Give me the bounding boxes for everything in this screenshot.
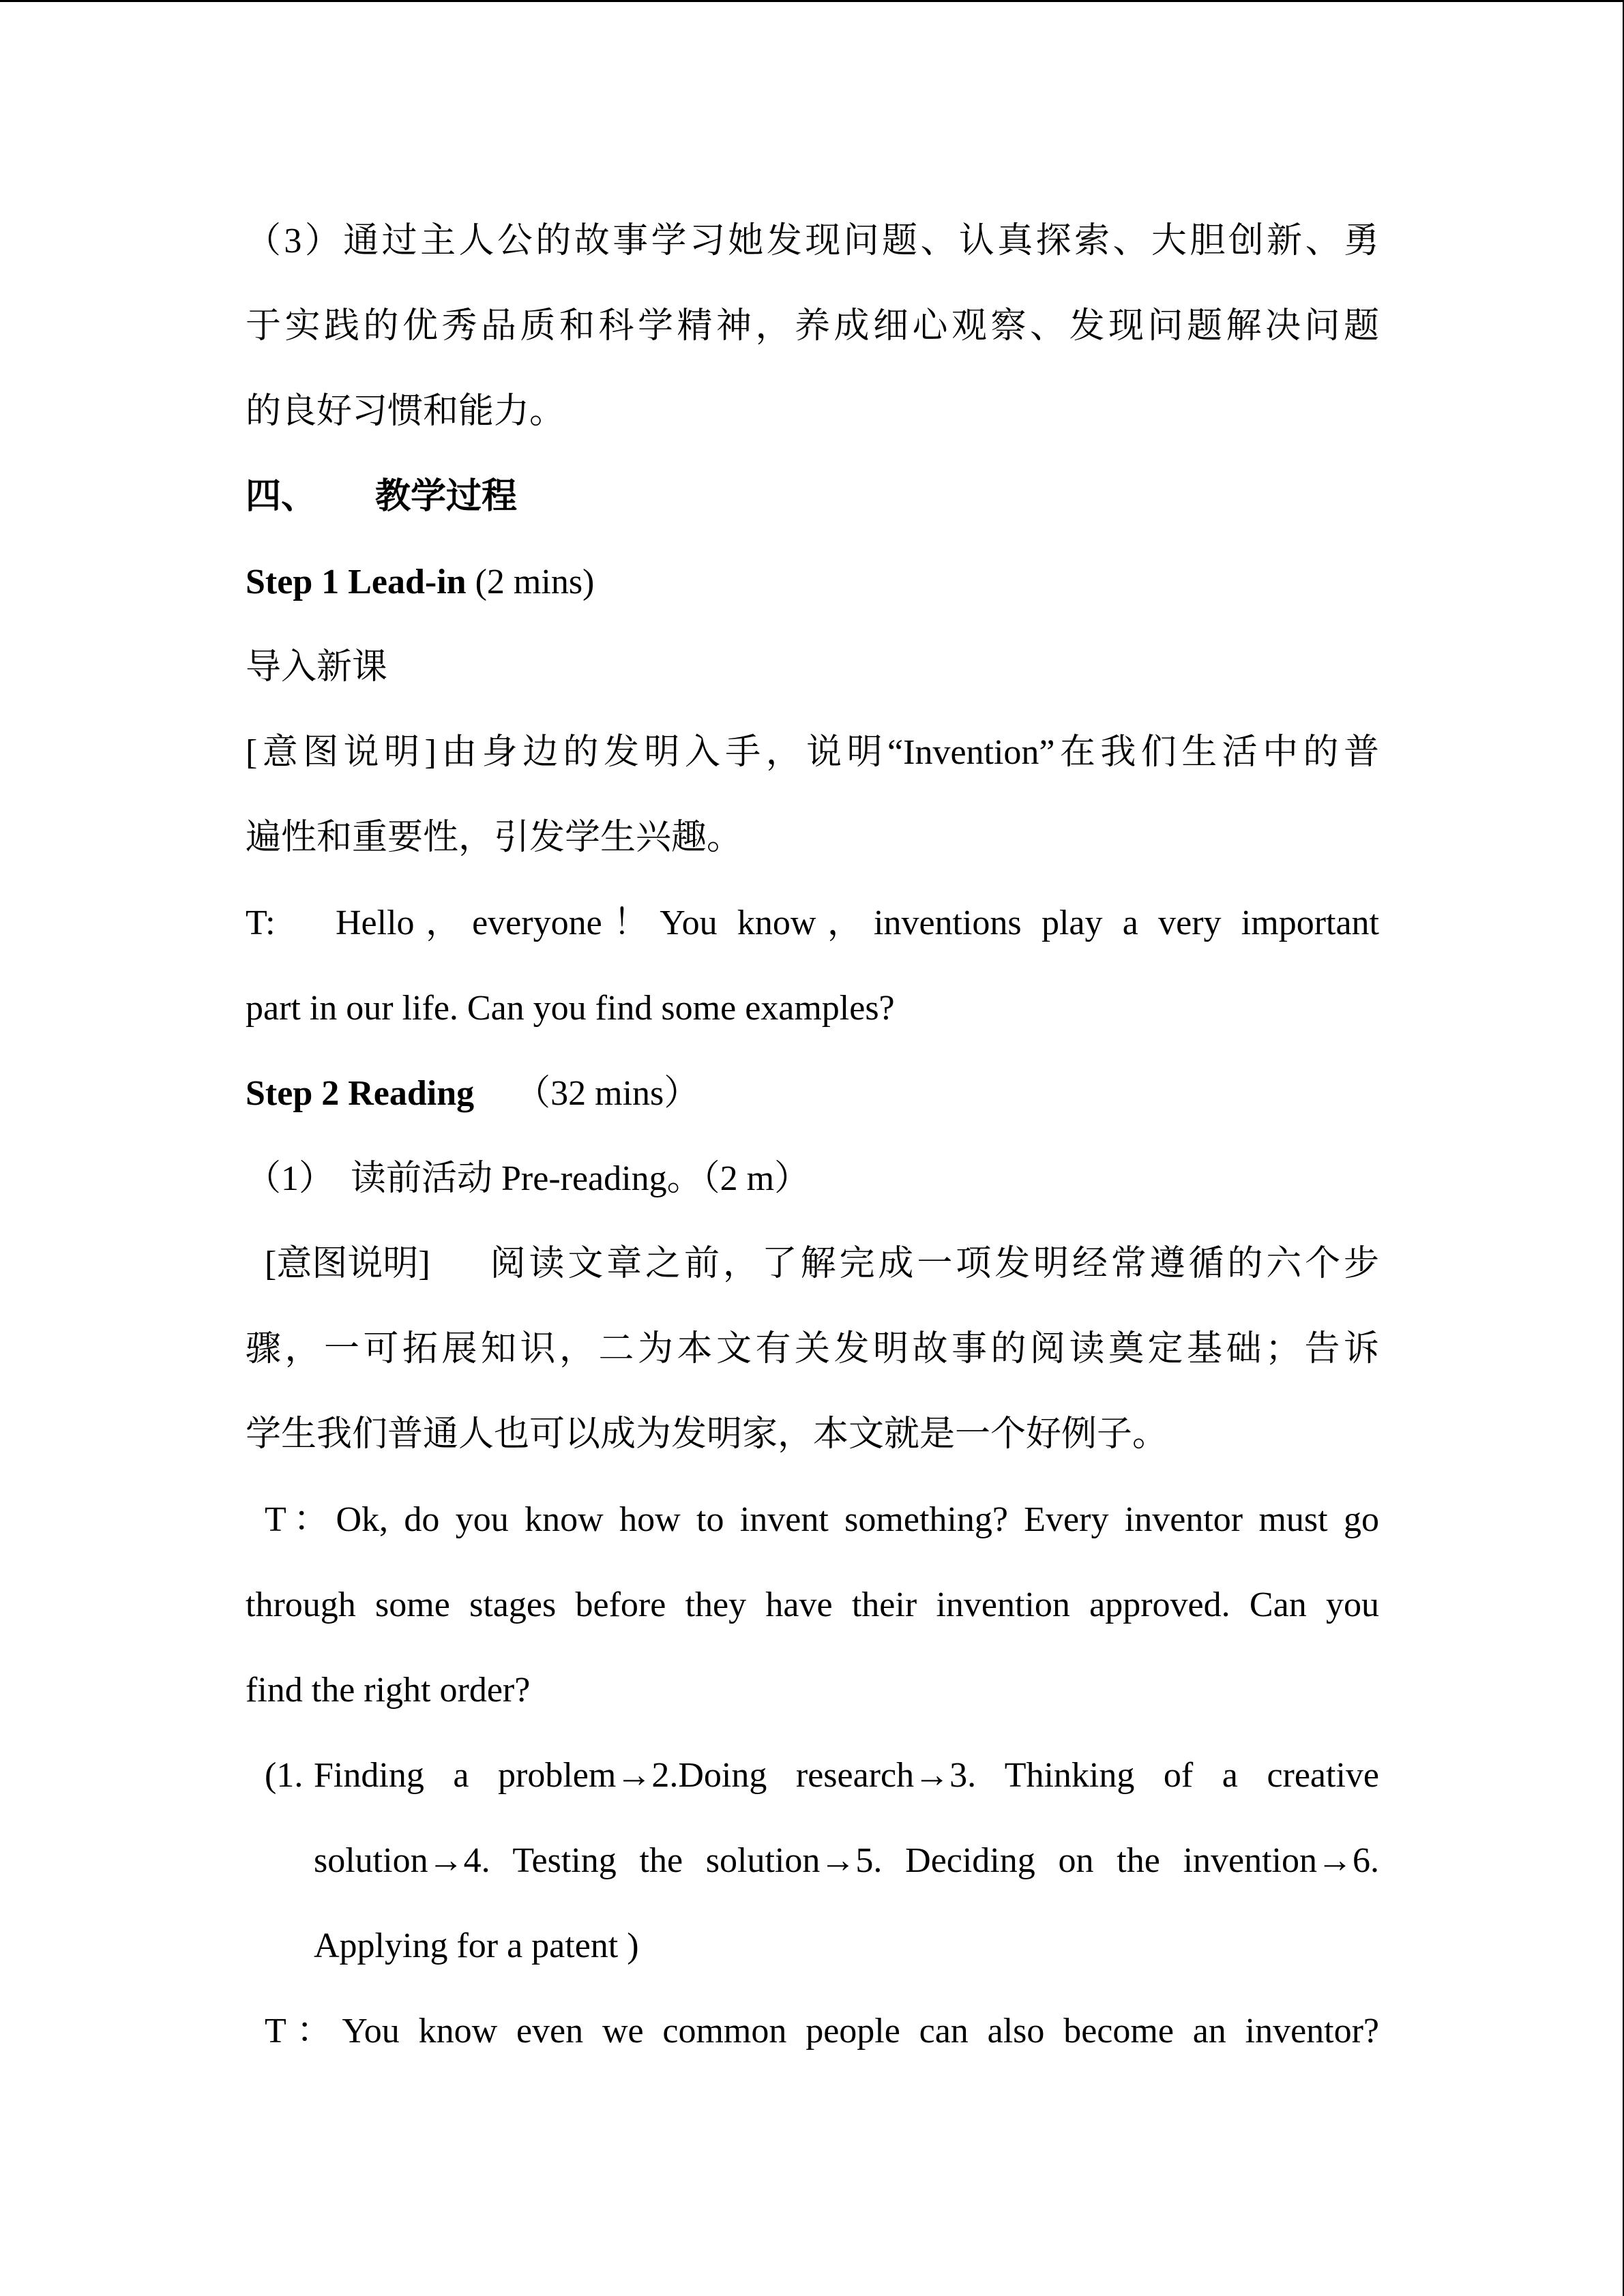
step-2-intent-line-3: 学生我们普通人也可以成为发明家，本文就是一个好例子。 — [246, 1415, 1168, 1454]
teacher-label: T: — [246, 904, 276, 942]
step-2-time: （32 mins） — [515, 1074, 700, 1113]
step-2-teacher-line-1: T：Ok, do you know how to invent something? Every inventor must go — [265, 1500, 1379, 1539]
objective-3-line-1: （3）通过主人公的故事学习她发现问题、认真探索、大胆创新、勇 — [246, 222, 1379, 260]
step-2-intent-line-1 — [246, 1221, 1379, 1307]
order-line-3: Applying for a patent ) — [314, 1926, 639, 1965]
step-1-teacher-line-1 — [246, 880, 1379, 966]
step-2-title: Step 2 Reading — [246, 1074, 475, 1113]
order-line-1 — [246, 1733, 1379, 1818]
section-4-heading — [246, 454, 1379, 539]
step-2-intent-line-2: 骤，一可拓展知识，二为本文有关发明故事的阅读奠定基础；告诉 — [246, 1330, 1379, 1369]
step-1-teacher-line-2: part in our life. Can you find some examples? — [246, 989, 895, 1028]
intent-text: 阅读文章之前，了解完成一项发明经常遵循的六个步 — [490, 1244, 1379, 1283]
step-1-intent-line-2: 遍性和重要性，引发学生兴趣。 — [246, 818, 743, 857]
order-prefix: (1. — [265, 1756, 304, 1795]
order-text-1: Finding a problem→2.Doing research→3. Thinking of a creative — [314, 1756, 1379, 1795]
step-2-sub-1-text: 读前活动 Pre-reading。（2 m） — [351, 1159, 810, 1198]
intent-label: [意图说明] — [265, 1244, 430, 1283]
step-1-subtitle: 导入新课 — [246, 648, 388, 687]
step-2-teacher-line-3: find the right order? — [246, 1671, 531, 1710]
objective-3-line-2: 于实践的优秀品质和科学精神，养成细心观察、发现问题解决问题 — [246, 307, 1379, 346]
step-2-sub-1 — [246, 1136, 1379, 1221]
document-body — [246, 198, 1379, 2074]
teacher-speech: Hello，everyone！You know，inventions play a very important — [336, 904, 1379, 942]
order-line-2: solution→4. Testing the solution→5. Deciding on the invention→6. — [314, 1841, 1379, 1880]
step-2-heading — [246, 1051, 1379, 1136]
step-2-teacher-line-2: through some stages before they have their invention approved. Can you — [246, 1585, 1379, 1624]
section-4-number: 四、 — [246, 477, 317, 516]
step-2-sub-1-number: （1） — [246, 1159, 335, 1198]
step-1-heading — [246, 539, 1379, 625]
objective-3-line-3: 的良好习惯和能力。 — [246, 392, 565, 431]
step-1-intent-line-1: [意图说明]由身边的发明入手，说明“Invention”在我们生活中的普 — [246, 733, 1379, 772]
step-1-time: (2 mins) — [466, 563, 595, 601]
step-1-title: Step 1 Lead-in — [246, 563, 467, 601]
step-2-teacher-last: T：You know even we common people can also become an inventor? — [265, 2012, 1379, 2051]
section-4-title: 教学过程 — [375, 477, 518, 516]
